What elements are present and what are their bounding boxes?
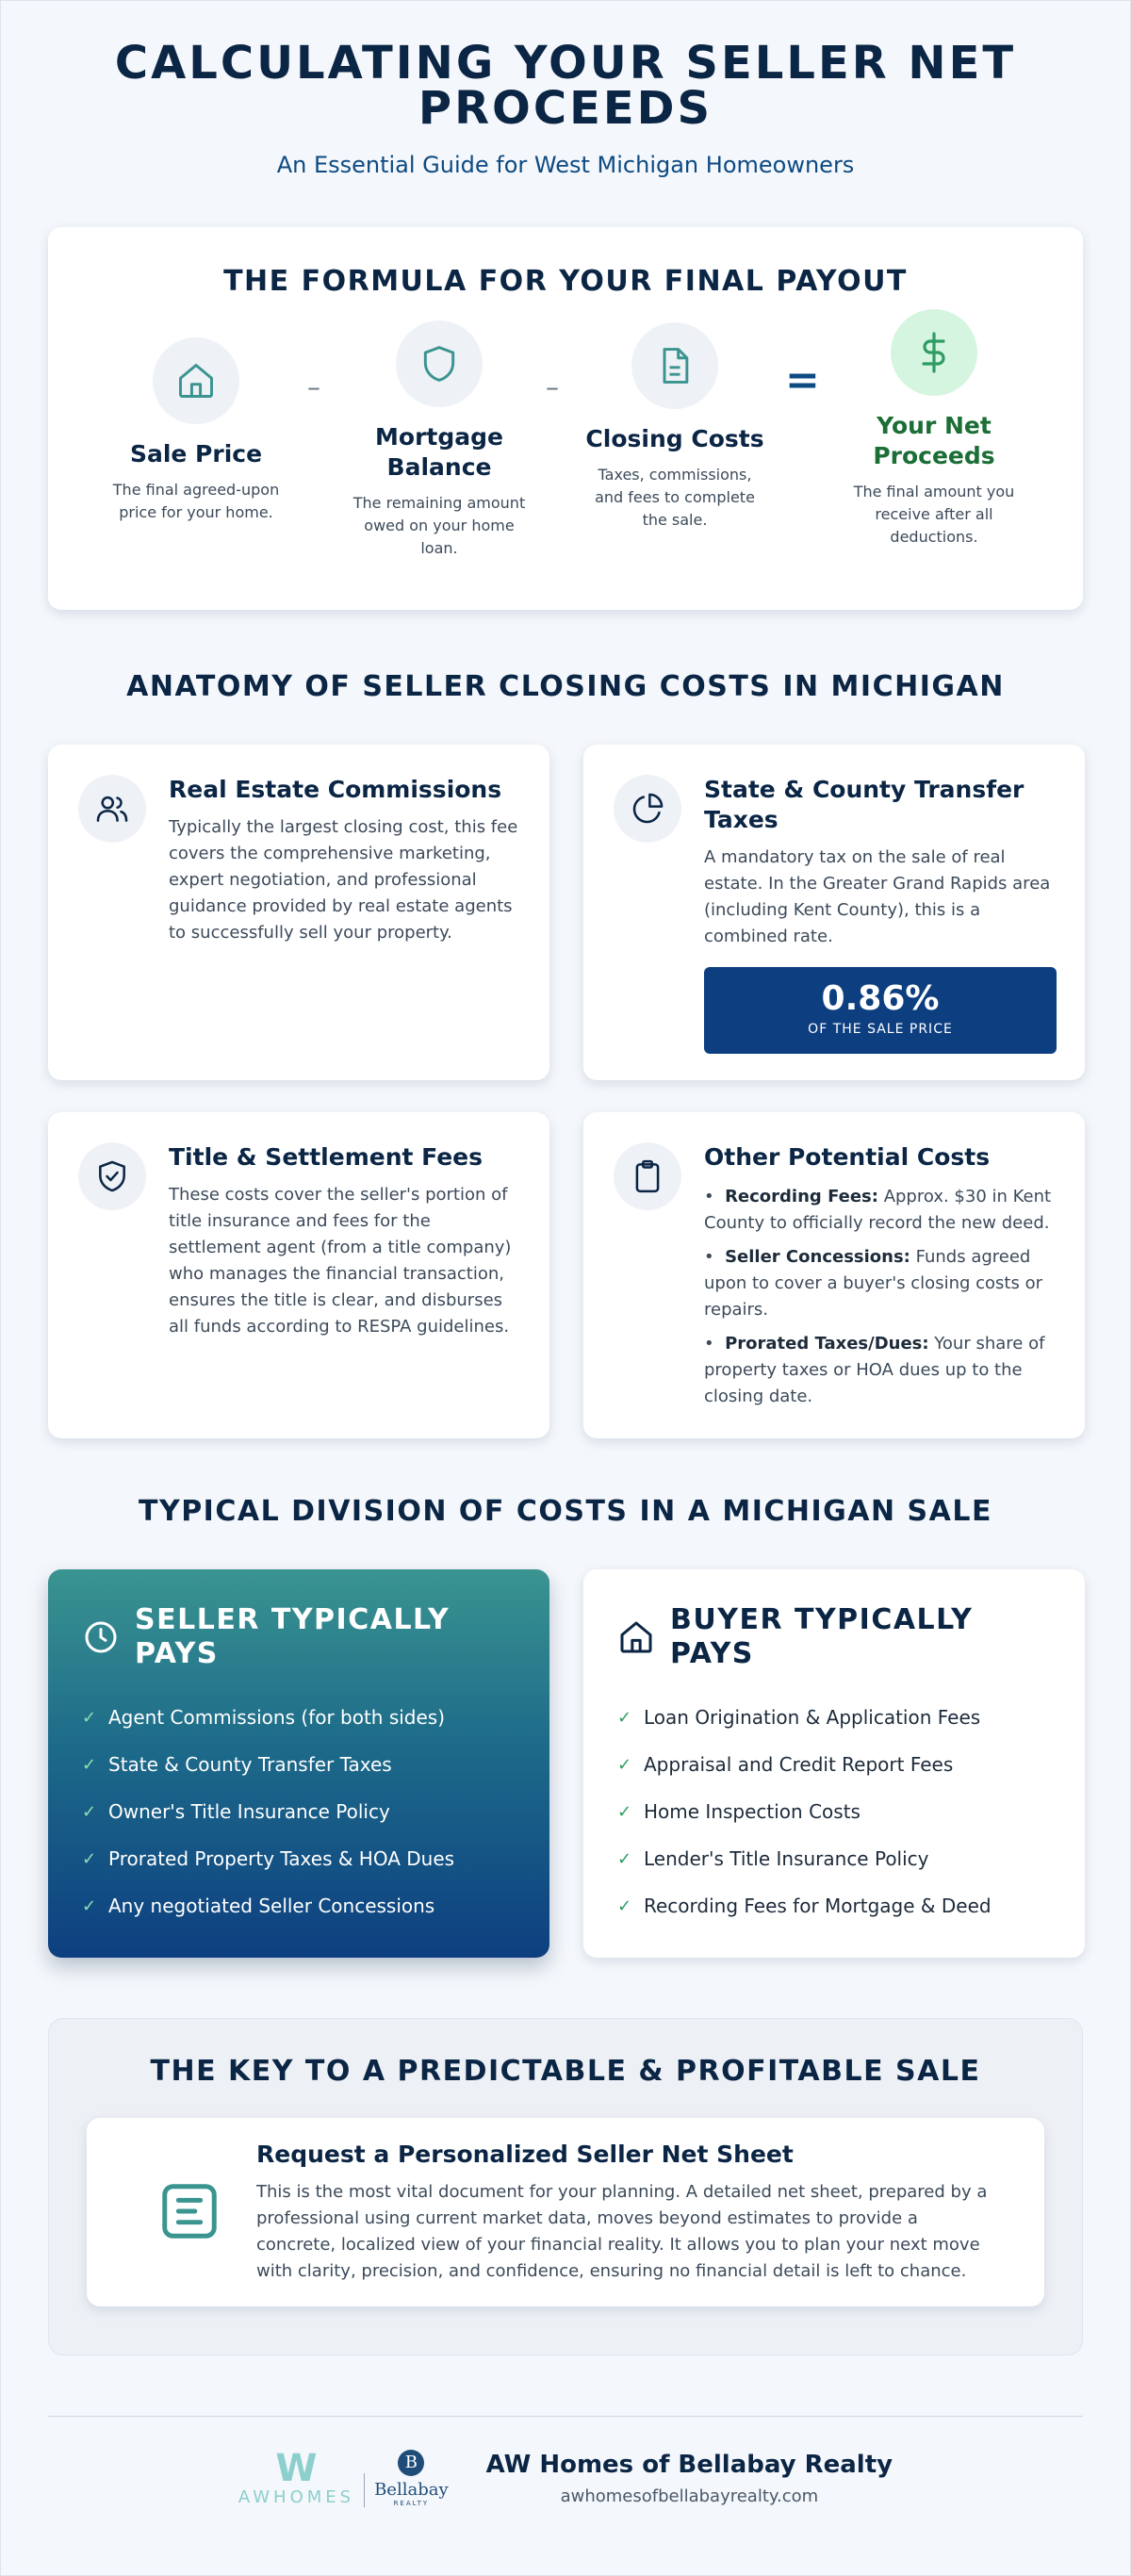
formula-card xyxy=(48,227,1083,610)
card-text: Typically the largest closing cost, this fee covers the comprehensive marketing, expert negotiation, and professional guidance provided by real estate agents to successfully sell your property. xyxy=(169,817,518,943)
card-title: Real Estate Commissions xyxy=(169,776,502,803)
company-url: awhomesofbellabayrealty.com xyxy=(560,2486,819,2506)
list-item: ✓ Agent Commissions (for both sides) xyxy=(82,1706,446,1729)
formula-item-name: Mortgage Balance xyxy=(375,423,503,481)
list-item: ✓ Recording Fees for Mortgage & Deed xyxy=(617,1895,992,1917)
list-item: ✓ Loan Origination & Application Fees xyxy=(617,1706,981,1729)
net-sheet-text: This is the most vital document for your planning. A detailed net sheet, prepared by a professional using current market data, moves beyond estimates to provide a concrete, localized view of your financial reality. It allows you to plan your next move with clarity, precision, and confidence, ensuring no financial detail is left to chance. xyxy=(256,2182,988,2281)
seller-pays-title: SELLER TYPICALLY PAYS xyxy=(135,1603,451,1670)
company-name: AW Homes of Bellabay Realty xyxy=(485,2450,893,2479)
tax-rate-box xyxy=(704,967,1057,1054)
seller-pays-list xyxy=(82,1694,516,1929)
header xyxy=(48,1,1083,178)
division-row xyxy=(48,1569,1083,1958)
page-title: CALCULATING YOUR SELLER NET PROCEEDS xyxy=(114,37,1017,135)
formula-item-desc: The final amount you receive after all deductions. xyxy=(853,483,1015,546)
check-icon: ✓ xyxy=(82,1848,97,1869)
buyer-pays-title: BUYER TYPICALLY PAYS xyxy=(670,1603,974,1670)
check-icon: ✓ xyxy=(617,1707,632,1728)
formula-item-name: Your Net Proceeds xyxy=(873,412,995,469)
seller-pays-header xyxy=(82,1603,516,1671)
check-icon: ✓ xyxy=(617,1848,632,1869)
list-item: • Seller Concessions: Funds agreed upon to cover a buyer's closing costs or repairs. xyxy=(704,1247,1042,1320)
division-title: TYPICAL DIVISION OF COSTS IN A MICHIGAN SALE xyxy=(139,1495,992,1528)
anatomy-row-1 xyxy=(48,745,1083,1080)
check-icon: ✓ xyxy=(617,1895,632,1916)
awhomes-logo-mark: W xyxy=(275,2446,318,2490)
formula-item-desc: The final agreed-upon price for your home. xyxy=(112,481,280,521)
shield-icon xyxy=(396,320,483,407)
clock-icon xyxy=(82,1618,120,1656)
logo-divider xyxy=(364,2473,365,2507)
list-item: • Recording Fees: Approx. $30 in Kent County to officially record the new deed. xyxy=(704,1187,1052,1233)
list-item: ✓ Lender's Title Insurance Policy xyxy=(617,1847,929,1870)
formula-item-closing-costs xyxy=(576,322,774,532)
clipboard-icon xyxy=(614,1142,681,1210)
bellabay-logo xyxy=(374,2450,449,2507)
card-text: A mandatory tax on the sale of real estate. In the Greater Grand Rapids area (including Kent County), this is a combined rate. xyxy=(704,847,1051,946)
other-costs-list xyxy=(704,1184,1057,1410)
check-icon: ✓ xyxy=(617,1754,632,1775)
list-item: • Prorated Taxes/Dues: Your share of property taxes or HOA dues up to the closing date. xyxy=(704,1334,1045,1406)
pie-chart-icon xyxy=(614,775,681,843)
card-title: Title & Settlement Fees xyxy=(169,1143,484,1171)
seller-pays-card xyxy=(48,1569,549,1958)
key-section xyxy=(48,2018,1083,2355)
formula-item-mortgage xyxy=(340,320,538,560)
footer-text xyxy=(486,2451,893,2506)
users-icon xyxy=(78,775,146,843)
awhomes-logo-text: AWHOMES xyxy=(238,2486,355,2507)
card-text: These costs cover the seller's portion of title insurance and fees for the settlement agent (from a title company) who manages the financial transaction, ensures the title is clear, and disburses all funds according to RESPA guidelines. xyxy=(169,1185,512,1337)
formula-item-name: Closing Costs xyxy=(585,425,764,452)
formula-item-desc: Taxes, commissions, and fees to complete the sale. xyxy=(595,466,755,529)
footer xyxy=(48,2417,1083,2507)
net-sheet-icon xyxy=(156,2178,222,2244)
dollar-icon xyxy=(891,309,977,396)
document-icon xyxy=(631,322,718,409)
check-icon: ✓ xyxy=(617,1801,632,1822)
check-icon: ✓ xyxy=(82,1707,97,1728)
key-title: THE KEY TO A PREDICTABLE & PROFITABLE SALE xyxy=(150,2055,981,2088)
list-item: ✓ Appraisal and Credit Report Fees xyxy=(617,1753,954,1776)
shield-check-icon xyxy=(78,1142,146,1210)
formula-item-sale-price xyxy=(97,337,295,524)
list-item: ✓ State & County Transfer Taxes xyxy=(82,1753,392,1776)
net-sheet-title: Request a Personalized Seller Net Sheet xyxy=(256,2141,794,2168)
list-item: ✓ Any negotiated Seller Concessions xyxy=(82,1895,435,1917)
net-sheet-card xyxy=(87,2118,1044,2306)
card-title: State & County Transfer Taxes xyxy=(704,776,1024,833)
formula-title: THE FORMULA FOR YOUR FINAL PAYOUT xyxy=(223,265,908,298)
home-icon xyxy=(617,1618,655,1656)
formula-item-desc: The remaining amount owed on your home loan. xyxy=(352,494,526,557)
bellabay-logo-sub: REALTY xyxy=(393,2499,430,2507)
minus-operator: – xyxy=(546,371,559,402)
buyer-pays-header xyxy=(617,1603,1051,1671)
bellabay-logo-mark: B xyxy=(398,2450,424,2476)
transfer-taxes-card xyxy=(583,745,1085,1080)
other-costs-card xyxy=(583,1112,1085,1438)
tax-rate-label: OF THE SALE PRICE xyxy=(808,1022,953,1037)
commissions-card xyxy=(48,745,549,1080)
tax-rate-value: 0.86% xyxy=(821,979,940,1018)
check-icon: ✓ xyxy=(82,1895,97,1916)
list-item: ✓ Home Inspection Costs xyxy=(617,1800,861,1823)
title-fees-card xyxy=(48,1112,549,1438)
check-icon: ✓ xyxy=(82,1801,97,1822)
equals-operator: = xyxy=(785,356,820,404)
bellabay-logo-name: Bellabay xyxy=(374,2479,449,2500)
formula-item-name: Sale Price xyxy=(129,440,263,468)
awhomes-logo xyxy=(238,2446,355,2507)
house-icon xyxy=(153,337,239,424)
card-title: Other Potential Costs xyxy=(704,1143,991,1171)
list-item: ✓ Prorated Property Taxes & HOA Dues xyxy=(82,1847,455,1870)
anatomy-row-2 xyxy=(48,1112,1083,1438)
formula-row xyxy=(48,307,1083,590)
check-icon: ✓ xyxy=(82,1754,97,1775)
buyer-pays-card xyxy=(583,1569,1085,1958)
anatomy-title: ANATOMY OF SELLER CLOSING COSTS IN MICHIGAN xyxy=(126,670,1005,703)
page-subtitle: An Essential Guide for West Michigan Homeowners xyxy=(276,152,855,178)
minus-operator: – xyxy=(307,371,320,402)
list-item: ✓ Owner's Title Insurance Policy xyxy=(82,1800,390,1823)
buyer-pays-list xyxy=(617,1694,1051,1929)
formula-item-net-proceeds xyxy=(835,309,1033,549)
